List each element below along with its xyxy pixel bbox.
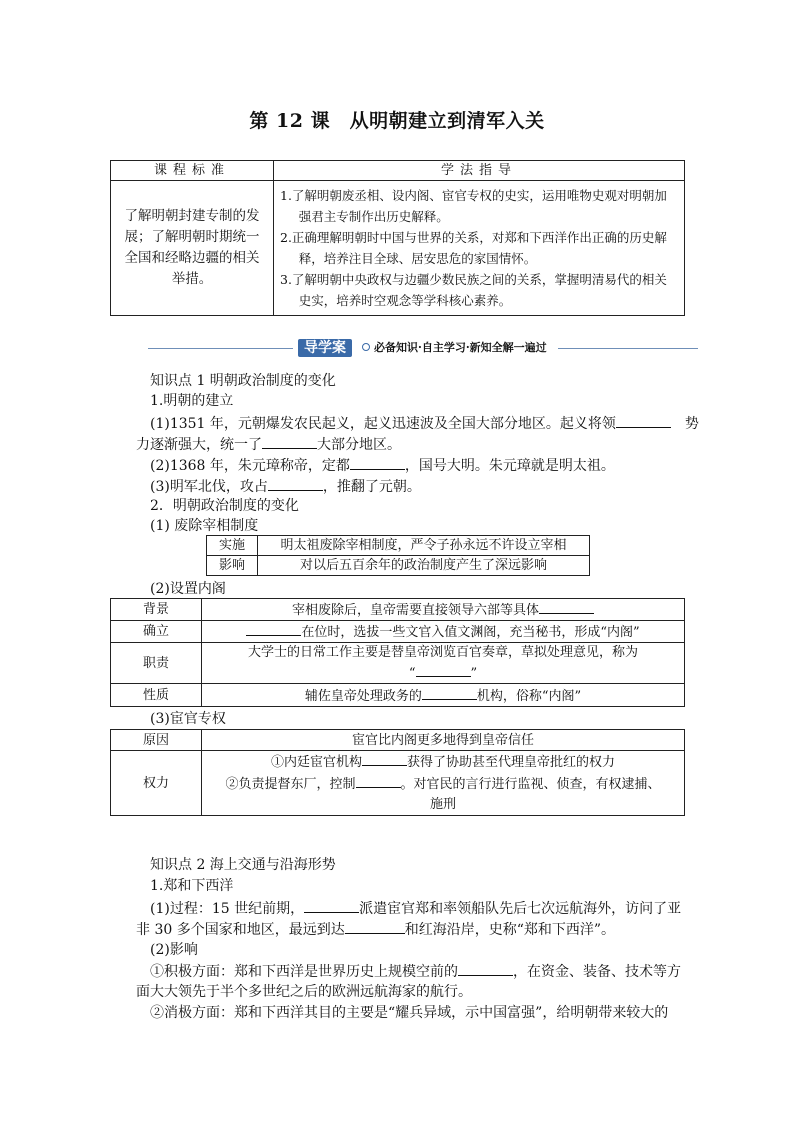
section-banner: [148, 337, 698, 359]
kp1-line3: (3)明军北伐，攻占 ，推翻了元朝。: [150, 476, 421, 498]
kp1-s2-1: (1) 废除宰相制度: [150, 518, 259, 534]
cabinet-table: [110, 598, 685, 707]
row-value: 辅佐皇帝处理政务的 机构，俗称“内阁”: [202, 684, 685, 707]
kp1-s2-2: (2)设置内阁: [150, 581, 226, 597]
fill-blank[interactable]: [350, 455, 405, 470]
row-key: 职责: [111, 643, 202, 684]
fill-blank[interactable]: [422, 685, 477, 700]
banner-dot-icon: [362, 343, 370, 351]
fill-blank[interactable]: [362, 751, 407, 766]
page-title: 第 12 课 从明朝建立到清军入关: [249, 110, 545, 132]
banner-text: 必备知识·自主学习·新知全解一遍过: [374, 341, 547, 354]
kp1-line1: (1)1351 年，元朝爆发农民起义，起义迅速波及全国大部分地区。起义将领 势: [150, 413, 699, 435]
row-key: 确立: [111, 621, 202, 643]
standards-table: [110, 160, 685, 316]
header-study-guide: 学法指导: [274, 161, 685, 181]
kp1-line1-cont: 力逐渐强大，统一了 大部分地区。: [136, 434, 401, 456]
row-key: 背景: [111, 599, 202, 621]
row-value: 明太祖废除宰相制度，严令子孙永远不许设立宰相: [258, 536, 590, 556]
row-value: 对以后五百余年的政治制度产生了深远影响: [258, 556, 590, 576]
row-value: ①内廷宦官机构 获得了协助甚至代理皇帝批红的权力 ②负责提督东厂，控制 。对官民的言行进行监视、侦查，有权逮捕、 施刑: [202, 751, 685, 816]
kp2-heading: 知识点 2 海上交通与沿海形势: [150, 857, 336, 873]
banner-label: 导学案: [298, 339, 352, 357]
kp1-s2-3: (3)宦官专权: [150, 711, 226, 727]
row-value: 宰相废除后，皇帝需要直接领导六部等具体: [202, 599, 685, 621]
abolish-chancellor-table: [206, 535, 590, 576]
fill-blank[interactable]: [416, 662, 471, 677]
course-standards-text: 了解明朝封建专制的发展；了解明朝时期统一全国和经略边疆的相关举措。: [111, 181, 274, 316]
banner-line-right: [558, 348, 698, 349]
kp2-line3: ①积极方面：郑和下西洋是世界历史上规模空前的 ，在资金、装备、技术等方: [150, 961, 681, 983]
kp2-line2: (2)影响: [150, 942, 198, 958]
kp1-s2: 2．明朝政治制度的变化: [150, 498, 299, 514]
kp2-s1: 1.郑和下西洋: [150, 878, 234, 894]
fill-blank[interactable]: [356, 773, 401, 788]
eunuch-table: [110, 729, 685, 816]
fill-blank[interactable]: [539, 599, 594, 614]
row-value: 大学士的日常工作主要是替皇帝浏览百官奏章，草拟处理意见，称为 “ ”: [202, 643, 685, 684]
banner-line-left: [148, 348, 293, 349]
kp1-heading: 知识点 1 明朝政治制度的变化: [150, 373, 336, 389]
kp2-line4: ②消极方面：郑和下西洋其目的主要是“耀兵异域，示中国富强”，给明朝带来较大的: [150, 1005, 669, 1021]
study-guide-item: 2.正确理解明朝时中国与世界的关系，对郑和下西洋作出正确的历史解释，培养注目全球、居安思危的家国情怀。: [280, 230, 667, 266]
row-value: 在位时，选拔一些文官入值文渊阁，充当秘书，形成“内阁”: [202, 621, 685, 643]
study-guide-list: [274, 181, 685, 316]
fill-blank[interactable]: [616, 413, 671, 428]
study-guide-item: 1.了解明朝废丞相、设内阁、宦官专权的史实，运用唯物史观对明朝加强君主专制作出历史解释。: [280, 188, 667, 224]
header-course-standards: 课程标准: [111, 161, 274, 181]
row-key: 权力: [111, 751, 202, 816]
fill-blank[interactable]: [304, 898, 359, 913]
study-guide-item: 3.了解明朝中央政权与边疆少数民族之间的关系，掌握明清易代的相关史实，培养时空观念等学科核心素养。: [280, 272, 667, 308]
kp2-line1: (1)过程：15 世纪前期， 派遣宦官郑和率领船队先后七次远航海外，访问了亚: [150, 898, 681, 920]
kp1-line2: (2)1368 年，朱元璋称帝，定都 ，国号大明。朱元璋就是明太祖。: [150, 455, 615, 477]
row-key: 实施: [207, 536, 258, 556]
row-key: 原因: [111, 730, 202, 751]
fill-blank[interactable]: [246, 621, 301, 636]
row-key: 影响: [207, 556, 258, 576]
fill-blank[interactable]: [262, 434, 317, 449]
row-value: 宦官比内阁更多地得到皇帝信任: [202, 730, 685, 751]
fill-blank[interactable]: [268, 476, 323, 491]
kp2-line3-cont: 面大大领先于半个多世纪之后的欧洲远航海家的航行。: [136, 984, 472, 1000]
kp2-line1-cont: 非 30 多个国家和地区，最远到达 和红海沿岸，史称“郑和下西洋”。: [136, 919, 615, 941]
kp1-s1: 1.明朝的建立: [150, 393, 234, 409]
fill-blank[interactable]: [458, 961, 513, 976]
row-key: 性质: [111, 684, 202, 707]
fill-blank[interactable]: [345, 919, 405, 934]
